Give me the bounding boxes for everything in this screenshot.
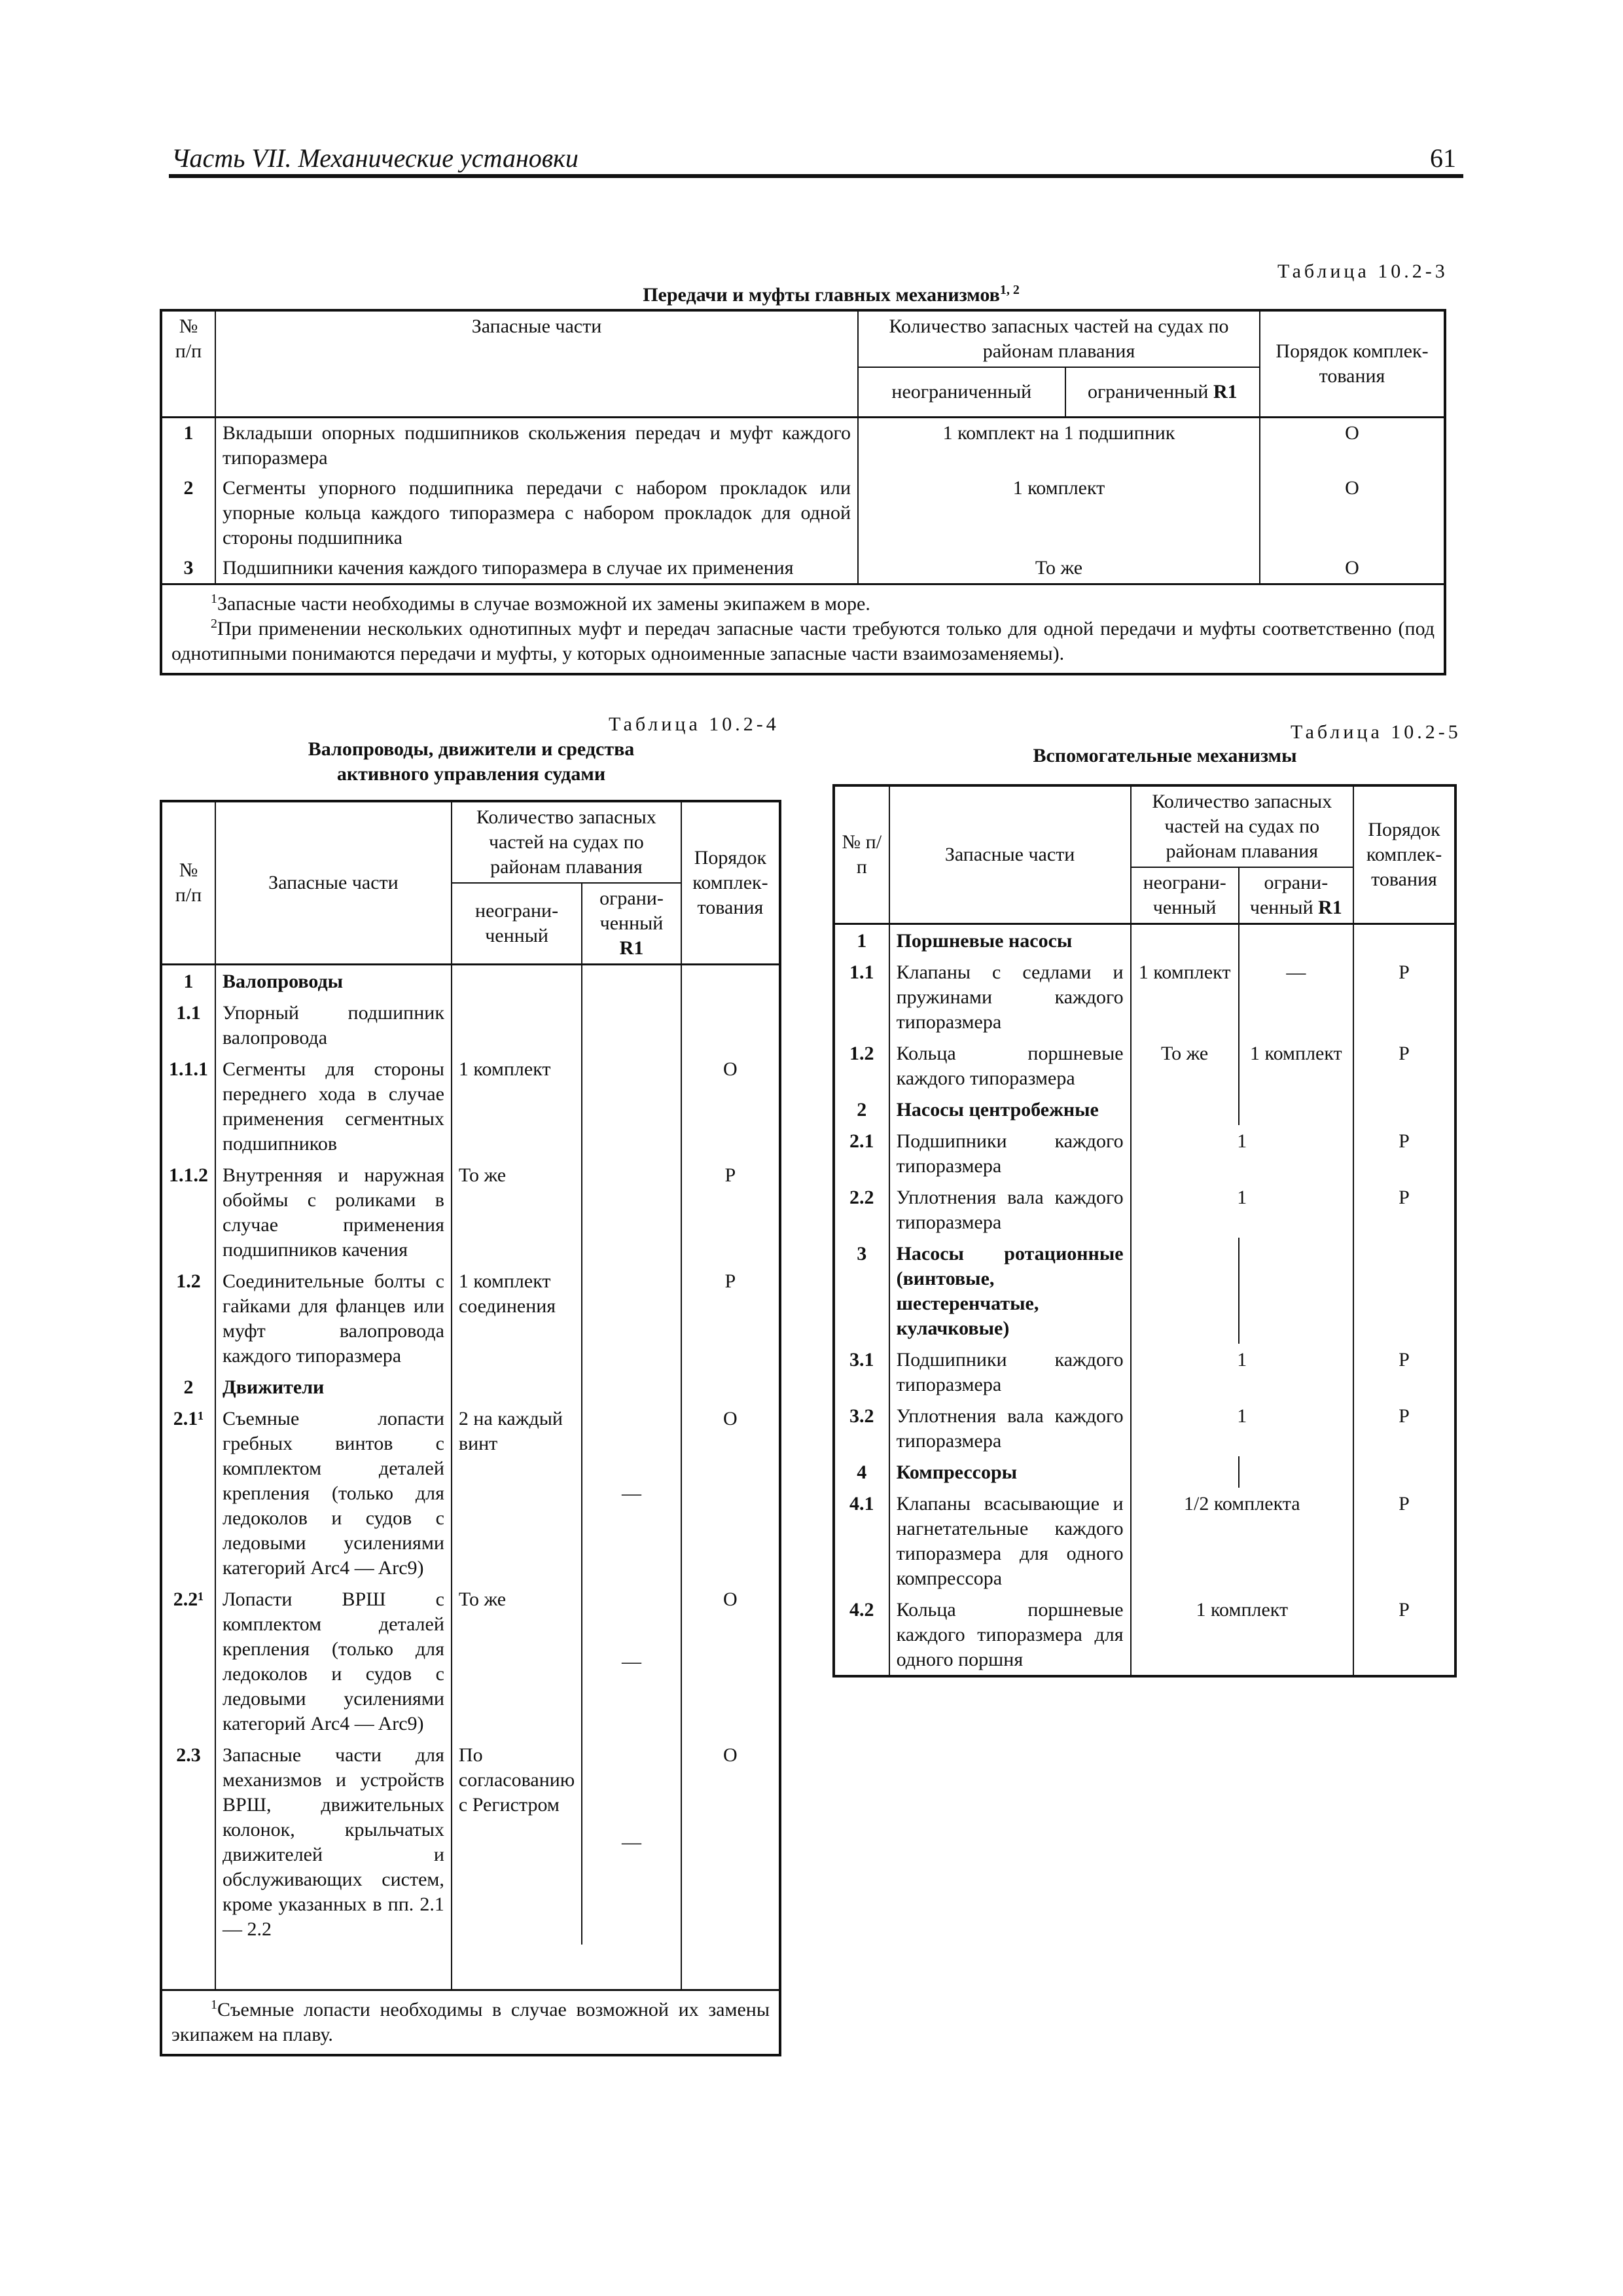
t5-row-unl (1131, 1456, 1239, 1488)
t4-row-unl: То же (452, 1583, 582, 1739)
t5-row (834, 1456, 1455, 1488)
t3-row-1-qty: 1 комплект на 1 подшипник (858, 417, 1260, 473)
t4-row (161, 1159, 780, 1265)
t5-row (834, 1594, 1455, 1676)
t4-row-no: 1.2 (161, 1265, 215, 1371)
page-number: 61 (1430, 143, 1456, 173)
t4-row-text: Лопасти ВРШ с комплектом деталей крепления (только для ледоколов и судов с ледовыми усилениями категорий Arc4 — Arc9) (215, 1583, 452, 1739)
t5-row (834, 1181, 1455, 1238)
t4-row-text: Соединительные болты с гайками для фланцев или муфт валопровода каждого типоразмера (215, 1265, 452, 1371)
t4-row-lim (582, 1371, 681, 1403)
t5-row-unl (1131, 1238, 1239, 1344)
t5-row-order: P (1353, 1125, 1455, 1181)
t5-row-order: P (1353, 956, 1455, 1037)
t5-row (834, 1488, 1455, 1594)
t5-row-text: Клапаны с седлами и пружинами каждого типоразмера (889, 956, 1131, 1037)
t4-row-no: 2.3 (161, 1739, 215, 1945)
t5-row-no: 2.2 (834, 1181, 889, 1238)
t5-h-no: № п/п (834, 785, 889, 924)
t5-h-qty: Количество запасных частей на судах по районам плавания (1131, 785, 1353, 867)
t3-h-order: Порядок комплек-тования (1260, 310, 1445, 417)
t4-h-no: № п/п (161, 801, 215, 965)
t5-row (834, 956, 1455, 1037)
t4-row-unl: 1 комплект (452, 1053, 582, 1159)
t4-row-order (681, 965, 780, 997)
t4-row-unl (452, 1371, 582, 1403)
t4-h-parts: Запасные части (215, 801, 452, 965)
t4-row-lim: — (582, 1403, 681, 1583)
t4-row-order: O (681, 1053, 780, 1159)
t3-notes: $^1$Запасные части необходимы в случае возможной их замены экипажем в море. $^2$При применении нескольких однотипных муфт и передач запасные части требуются только для одной передачи и муфты соответственно (под однотипными понимаются передачи и муфты, у которых одноименные запасные части взаимозаменяемы). (161, 584, 1445, 674)
t5-row-order: P (1353, 1344, 1455, 1400)
t4-row-text: Валопроводы (215, 965, 452, 997)
t3-row-3-text: Подшипники качения каждого типоразмера в случае их применения (215, 553, 858, 584)
t4-row-text: Сегменты для стороны переднего хода в случае применения сегментных подшипников (215, 1053, 452, 1159)
t4-row-text: Движители (215, 1371, 452, 1403)
t5-row (834, 1125, 1455, 1181)
t5-row-text: Насосы ротационные (винтовые, шестеренчатые, кулачковые) (889, 1238, 1131, 1344)
t5-row-lim (1239, 1238, 1353, 1344)
t5-h-order: Порядок комплек-тования (1353, 785, 1455, 924)
t4-row-lim (582, 1265, 681, 1371)
t3-row-1-order: O (1260, 417, 1445, 473)
t5-row-text: Поршневые насосы (889, 924, 1131, 957)
t5-row-order (1353, 1238, 1455, 1344)
t5-row-no: 3.2 (834, 1400, 889, 1456)
t3-h-unl: неограниченный (858, 367, 1065, 417)
t4-row (161, 1265, 780, 1371)
t3-row-1-no: 1 (161, 417, 215, 473)
t3-row-3-order: O (1260, 553, 1445, 584)
t4-h-lim: ограни-ченный R1 (582, 883, 681, 965)
t4-row (161, 1371, 780, 1403)
t4-h-order: Порядок комплек-тования (681, 801, 780, 965)
t3-row-2-no: 2 (161, 473, 215, 553)
table-3-title: Передачи и муфты главных механизмов$^{1, 2}$ (643, 283, 1020, 306)
t4-notes: $^1$Съемные лопасти необходимы в случае возможной их замены экипажем на плаву. (161, 1990, 780, 2056)
t5-row-order (1353, 924, 1455, 957)
t4-row-text: Запасные части для механизмов и устройств ВРШ, движительных колонок, крыльчатых движителей и обслуживающих систем, кроме указанных в пп. 2.1 — 2.2 (215, 1739, 452, 1945)
t5-row (834, 1238, 1455, 1344)
t4-row-no: 2.1¹ (161, 1403, 215, 1583)
t4-row-lim (582, 965, 681, 997)
t5-row-order: P (1353, 1488, 1455, 1594)
t5-row-no: 4.2 (834, 1594, 889, 1676)
header-rule (169, 174, 1463, 178)
t4-row-text: Съемные лопасти гребных винтов с комплектом деталей крепления (только для ледоколов и судов с ледовыми усилениями категорий Arc4 — Arc9) (215, 1403, 452, 1583)
t3-note-1: Запасные части необходимы в случае возможной их замены экипажем в море. (217, 592, 870, 615)
t5-row-qty: 1/2 комплекта (1131, 1488, 1353, 1594)
t5-row-lim: 1 комплект (1239, 1037, 1353, 1094)
t5-row-text: Кольца поршневые каждого типоразмера (889, 1037, 1131, 1094)
t4-row-unl: То же (452, 1159, 582, 1265)
t5-row-qty: 1 (1131, 1181, 1353, 1238)
t5-row-text: Компрессоры (889, 1456, 1131, 1488)
t5-row-order: P (1353, 1037, 1455, 1094)
t4-row (161, 1583, 780, 1739)
t3-h-no: № п/п (161, 310, 215, 417)
t4-row (161, 965, 780, 997)
t5-row-text: Насосы центробежные (889, 1094, 1131, 1125)
t5-row-text: Уплотнения вала каждого типоразмера (889, 1181, 1131, 1238)
t5-row-qty: 1 (1131, 1400, 1353, 1456)
t4-row-unl (452, 997, 582, 1053)
t4-row-lim (582, 997, 681, 1053)
t5-row (834, 1037, 1455, 1094)
t4-row (161, 1053, 780, 1159)
t4-row-unl: 2 на каждый винт (452, 1403, 582, 1583)
t4-row (161, 1739, 780, 1945)
t5-h-lim: ограни-ченный R1 (1239, 867, 1353, 924)
t5-h-parts: Запасные части (889, 785, 1131, 924)
t5-row-qty: 1 (1131, 1125, 1353, 1181)
t4-row-order: P (681, 1159, 780, 1265)
t5-row-lim (1239, 924, 1353, 957)
t5-h-unl: неограни-ченный (1131, 867, 1239, 924)
table-5 (832, 784, 1457, 1677)
t5-row-order (1353, 1456, 1455, 1488)
table-4-title: Валопроводы, движители и средства активного управления судами (308, 738, 635, 785)
t4-row-text: Внутренняя и наружная обоймы с роликами в случае применения подшипников качения (215, 1159, 452, 1265)
t5-row-no: 1.2 (834, 1037, 889, 1094)
t4-note-1: Съемные лопасти необходимы в случае возможной их замены экипажем на плаву. (171, 1999, 770, 2045)
t4-row-order (681, 997, 780, 1053)
t3-h-qty: Количество запасных частей на судах по районам плавания (858, 310, 1260, 367)
t5-row (834, 924, 1455, 957)
t5-row-order: P (1353, 1594, 1455, 1676)
t5-row-unl: 1 комплект (1131, 956, 1239, 1037)
t4-h-qty: Количество запасных частей на судах по районам плавания (452, 801, 681, 883)
t5-row (834, 1400, 1455, 1456)
table-5-title: Вспомогательные механизмы (1033, 745, 1297, 766)
t4-row-unl (452, 965, 582, 997)
t5-row-qty: 1 комплект (1131, 1594, 1353, 1676)
t5-row-no: 4.1 (834, 1488, 889, 1594)
t4-row-order (681, 1371, 780, 1403)
t5-row-order (1353, 1094, 1455, 1125)
t4-row-order: O (681, 1403, 780, 1583)
t5-row-lim (1239, 1094, 1353, 1125)
t5-row (834, 1094, 1455, 1125)
t4-row-no: 2 (161, 1371, 215, 1403)
table-4-caption: Таблица 10.2-4 (609, 713, 779, 735)
t3-h-parts: Запасные части (215, 310, 858, 417)
t4-row-lim: — (582, 1583, 681, 1739)
t4-row-lim: — (582, 1739, 681, 1945)
t5-row-text: Клапаны всасывающие и нагнетательные каждого типоразмера для одного компрессора (889, 1488, 1131, 1594)
t5-row-order: P (1353, 1400, 1455, 1456)
t3-row-2-qty: 1 комплект (858, 473, 1260, 553)
t5-row-text: Подшипники каждого типоразмера (889, 1125, 1131, 1181)
t5-row-no: 4 (834, 1456, 889, 1488)
t5-row-no: 3 (834, 1238, 889, 1344)
t4-row-no: 1.1.1 (161, 1053, 215, 1159)
t4-row-lim (582, 1159, 681, 1265)
t4-row-no: 1.1.2 (161, 1159, 215, 1265)
table-4 (160, 800, 781, 2056)
t4-row-order: O (681, 1739, 780, 1945)
t3-row-2-order: O (1260, 473, 1445, 553)
t5-row-qty: 1 (1131, 1344, 1353, 1400)
t5-row-no: 3.1 (834, 1344, 889, 1400)
table-3-caption: Таблица 10.2-3 (1277, 260, 1448, 282)
t3-row-3-qty: То же (858, 553, 1260, 584)
t3-row-2-text: Сегменты упорного подшипника передачи с набором прокладок или упорные кольца каждого типоразмера с набором прокладок для одной стороны подшипника (215, 473, 858, 553)
t5-row-order: P (1353, 1181, 1455, 1238)
table-3 (160, 309, 1446, 675)
t4-row-lim (582, 1053, 681, 1159)
t3-row-3-no: 3 (161, 553, 215, 584)
t5-row-unl: То же (1131, 1037, 1239, 1094)
t5-row (834, 1344, 1455, 1400)
t4-row-order: O (681, 1583, 780, 1739)
t3-row-1-text: Вкладыши опорных подшипников скольжения передач и муфт каждого типоразмера (215, 417, 858, 473)
t4-row-unl: 1 комплект соединения (452, 1265, 582, 1371)
t5-row-text: Уплотнения вала каждого типоразмера (889, 1400, 1131, 1456)
t4-row-no: 1.1 (161, 997, 215, 1053)
t4-row-no: 1 (161, 965, 215, 997)
t5-row-text: Кольца поршневые каждого типоразмера для одного поршня (889, 1594, 1131, 1676)
t4-h-unl: неограни-ченный (452, 883, 582, 965)
t5-row-no: 1 (834, 924, 889, 957)
t5-row-text: Подшипники каждого типоразмера (889, 1344, 1131, 1400)
t5-row-unl (1131, 924, 1239, 957)
t4-row-no: 2.2¹ (161, 1583, 215, 1739)
t3-note-2: При применении нескольких однотипных муфт и передач запасные части требуются только для одной передачи и муфты соответственно (под однотипными понимаются передачи и муфты, у которых одноименные запасные части взаимозаменяемы). (171, 617, 1435, 664)
t3-h-lim: ограниченный R1 (1065, 367, 1260, 417)
t5-row-no: 2.1 (834, 1125, 889, 1181)
t4-row (161, 1403, 780, 1583)
t5-row-lim (1239, 1456, 1353, 1488)
t5-row-lim: — (1239, 956, 1353, 1037)
t5-row-no: 1.1 (834, 956, 889, 1037)
t5-row-no: 2 (834, 1094, 889, 1125)
t4-row-order: P (681, 1265, 780, 1371)
t4-row-text: Упорный подшипник валопровода (215, 997, 452, 1053)
running-header-title: Часть VII. Механические установки (171, 143, 579, 173)
table-5-caption: Таблица 10.2-5 (1291, 721, 1461, 743)
t5-row-unl (1131, 1094, 1239, 1125)
t4-row (161, 997, 780, 1053)
t4-row-unl: По согласованию с Регистром (452, 1739, 582, 1945)
